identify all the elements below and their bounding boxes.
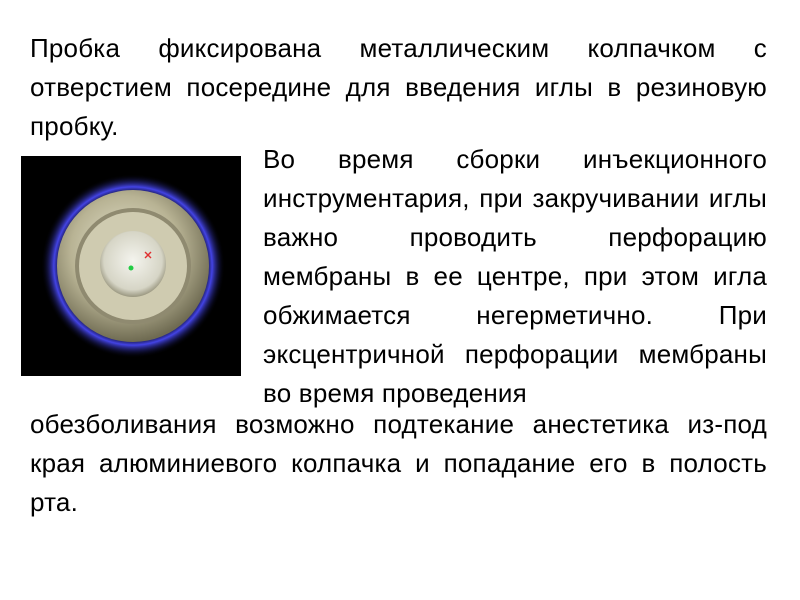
cartridge-cap-image — [21, 156, 241, 376]
rubber-membrane — [100, 231, 166, 297]
center-mark — [129, 266, 134, 271]
paragraph-top: Пробка фиксирована металлическим колпачком с отверстием посередине для введения иглы в резиновую пробку. — [30, 33, 767, 141]
paragraph-right: Во время сборки инъекционного инструментария, при закручивании иглы важно проводить перфорацию мембраны в ее центре, при этом игла обжимается негерметично. При эксцентричной перфорации мембраны во время проведения — [263, 144, 767, 408]
cartridge-cap-photo — [21, 156, 241, 376]
paragraph-bottom: обезболивания возможно подтекание анестетика из-под края алюминиевого колпачка и попадание его в полость рта. — [30, 409, 767, 517]
